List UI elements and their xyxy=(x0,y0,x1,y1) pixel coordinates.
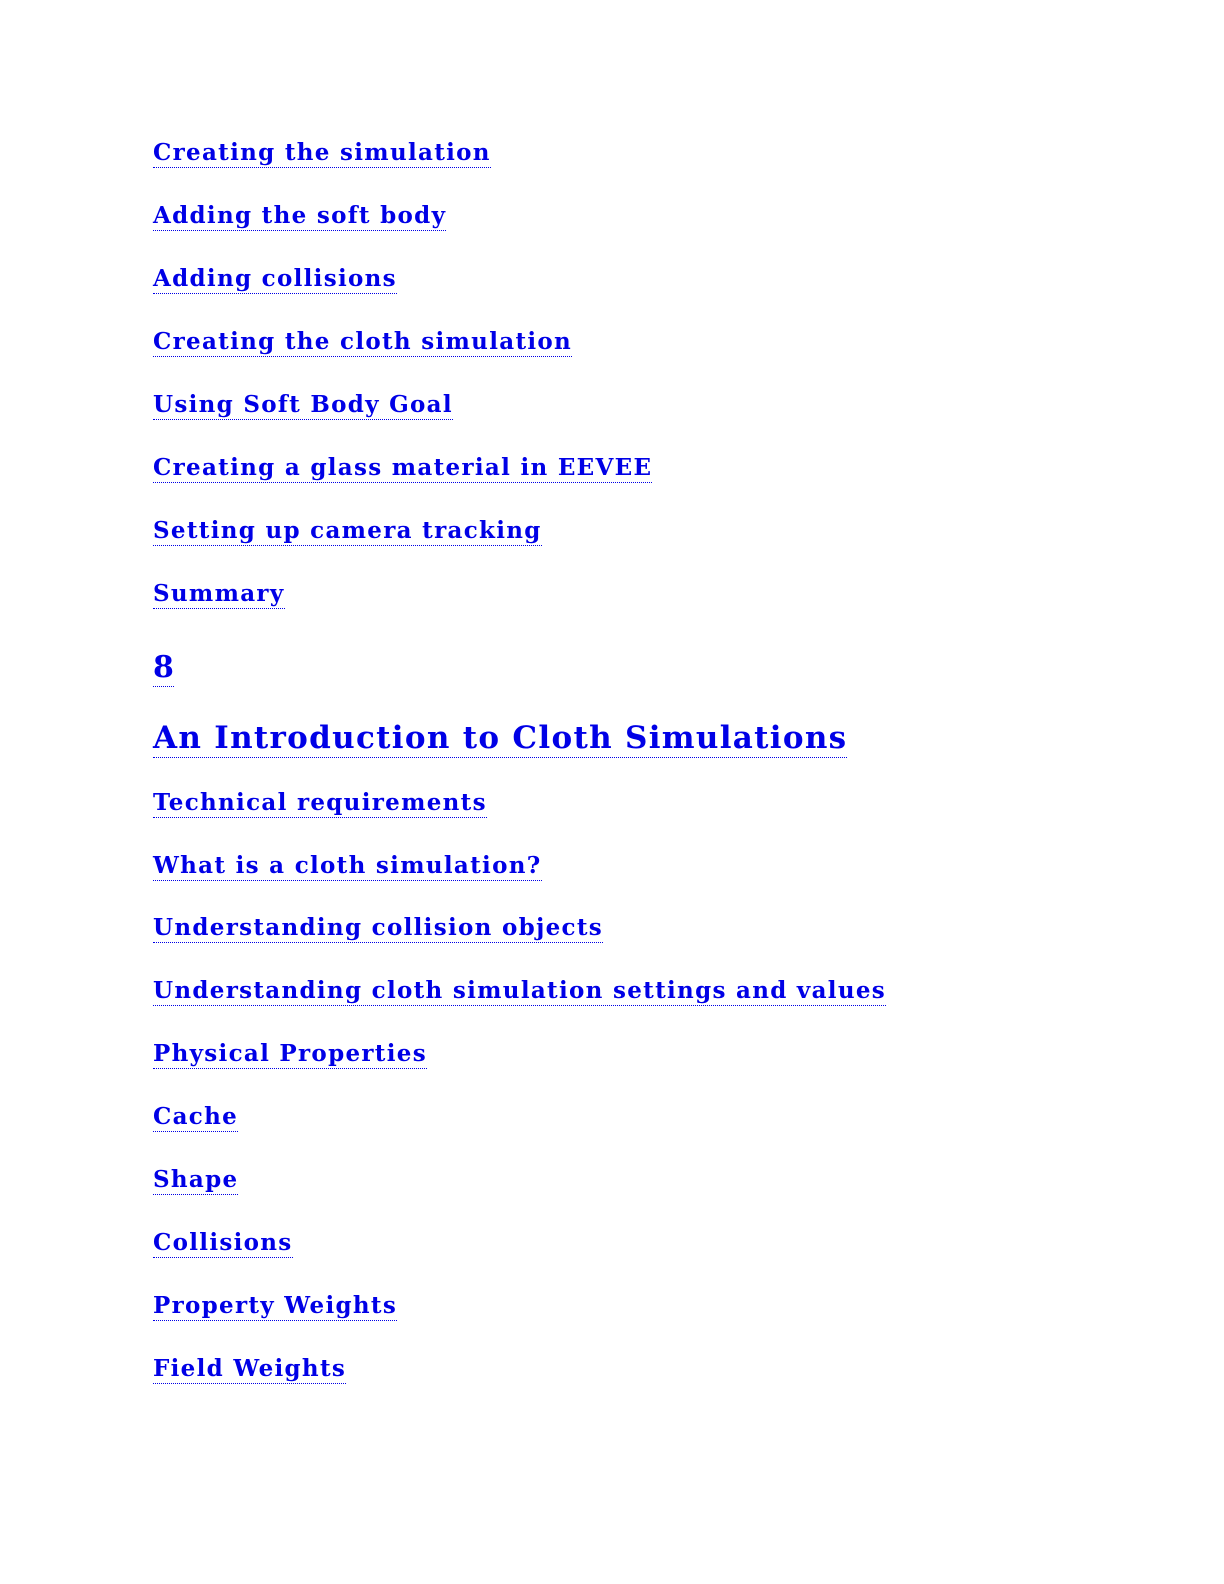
toc-link-cache[interactable]: Cache xyxy=(153,1104,238,1132)
toc-link-adding-collisions[interactable]: Adding collisions xyxy=(153,266,397,294)
chapter-number-link[interactable]: 8 xyxy=(153,650,174,685)
toc-link-collisions[interactable]: Collisions xyxy=(153,1230,293,1258)
toc-link-field-weights[interactable]: Field Weights xyxy=(153,1356,346,1384)
toc-link-physical-properties[interactable]: Physical Properties xyxy=(153,1041,427,1069)
toc-link-creating-the-simulation[interactable]: Creating the simulation xyxy=(153,140,491,168)
chapter-title-link[interactable]: An Introduction to Cloth Simulations xyxy=(153,721,847,758)
toc-link-summary[interactable]: Summary xyxy=(153,581,285,609)
toc-link-creating-the-cloth-simulation[interactable]: Creating the cloth simulation xyxy=(153,329,572,357)
toc-link-creating-a-glass-material[interactable]: Creating a glass material in EEVEE xyxy=(153,455,652,483)
toc-link-adding-the-soft-body[interactable]: Adding the soft body xyxy=(153,203,446,231)
toc-link-what-is-a-cloth-simulation[interactable]: What is a cloth simulation? xyxy=(153,853,542,881)
toc-link-cloth-simulation-settings[interactable]: Understanding cloth simulation settings and values xyxy=(153,978,886,1006)
toc-link-technical-requirements[interactable]: Technical requirements xyxy=(153,790,487,818)
toc-link-using-soft-body-goal[interactable]: Using Soft Body Goal xyxy=(153,392,453,420)
toc-link-setting-up-camera-tracking[interactable]: Setting up camera tracking xyxy=(153,518,542,546)
toc-link-understanding-collision-objects[interactable]: Understanding collision objects xyxy=(153,915,603,943)
toc-link-property-weights[interactable]: Property Weights xyxy=(153,1293,397,1321)
toc-link-shape[interactable]: Shape xyxy=(153,1167,238,1195)
